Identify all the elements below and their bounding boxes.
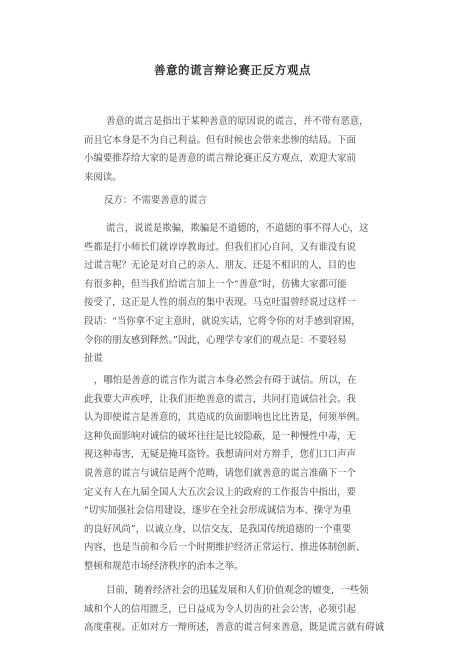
- paragraph-1: [84, 220, 395, 369]
- text-line: 接受了，这正是人性的弱点的集中表现。马克吐温曾经说过这样一: [84, 297, 356, 309]
- text-line: 有很多种，但当我们给谎言加上一个“善意”时，仿佛大家都可能: [84, 278, 347, 290]
- text-line: 令你的朋友感到释然。”因此，心理学专家们的观点是：不要轻易: [84, 334, 347, 346]
- text-line: ，哪怕是善意的谎言作为谎言本身必然会有碍于诚信。所以，在: [94, 375, 357, 386]
- intro-paragraph: [84, 113, 395, 187]
- text-line: 些都是打小师长们就谆谆教诲过。但我们扪心自问，又有谁没有说: [84, 241, 356, 253]
- paragraph-2: [84, 372, 395, 577]
- heading-text: 反方：不需要善意的谎言: [104, 195, 208, 206]
- text-line: 善意的谎言是指出于某种善意的原因说的谎言，并不带有恶意，: [106, 116, 369, 127]
- text-line: “切实加强社会信用建设，逐步在全社会形成诚信为本、操守为重: [84, 505, 352, 517]
- section-heading: [104, 192, 415, 211]
- text-line: 扯谎: [84, 353, 103, 365]
- text-line: 而且它本身是不为自己利益。但有时候也会带来悲惨的结局。下面: [84, 134, 356, 146]
- text-line: 目前，随着经济社会的迅猛发展和人们价值观念的嬗变，一些领: [106, 585, 369, 596]
- text-line: 这种负面影响对诚信的破坏往往是比较隐蔽，是一种慢性中毒，无: [84, 430, 356, 442]
- text-line: 高度重视。正如对方一辩所述，善意的谎言何来善意，既是谎言就有碍诚: [84, 622, 385, 634]
- paragraph-3: [84, 582, 395, 638]
- page-title: 善意的谎言辩论赛正反方观点: [153, 63, 312, 77]
- text-line: 谎言，说谎是欺骗，欺骗是不道德的，不道德的事不得人心，这: [106, 223, 369, 234]
- text-line: 域和个人的信用匮乏，已日益成为令人切齿的社会公害，必须引起: [84, 603, 356, 615]
- text-line: 来阅读。: [84, 171, 122, 183]
- text-line: 此我要大声疾呼，让我们拒绝善意的谎言，共同打造诚信社会。我: [84, 393, 356, 405]
- text-line: 的良好风尚”，以诚立身，以信交友，是我国传统道德的一个重要: [84, 523, 352, 535]
- text-line: 认为即使谎言是善意的，其造成的负面影响也比比皆是，何须举例。: [84, 412, 366, 424]
- text-line: 内容，也是当前和今后一个时期维护经济正常运行、推进体制创新、: [84, 542, 366, 554]
- text-line: 定义有人在九届全国人大五次会议上的政府的工作报告中指出，要: [84, 486, 356, 498]
- text-line: 说善意的谎言与诚信是两个范畴，请您们就善意的谎言准确下一个: [84, 467, 356, 479]
- text-line: 段话：“当你拿不定主意时，就说实话，它将令你的对手感到窘困，: [84, 315, 361, 327]
- text-line: 视这种毒害，无疑是掩耳盗铃。我想请问对方辩手，您们口口声声: [84, 449, 356, 461]
- text-line: 过谎言呢？无论是对自己的亲人、朋友、还是不相识的人，目的也: [84, 260, 356, 272]
- text-line: 小编要推荐给大家的是善意的谎言辩论赛正反方观点，欢迎大家前: [84, 153, 356, 165]
- text-line: 整顿和规范市场经济秩序的治本之举。: [84, 560, 244, 572]
